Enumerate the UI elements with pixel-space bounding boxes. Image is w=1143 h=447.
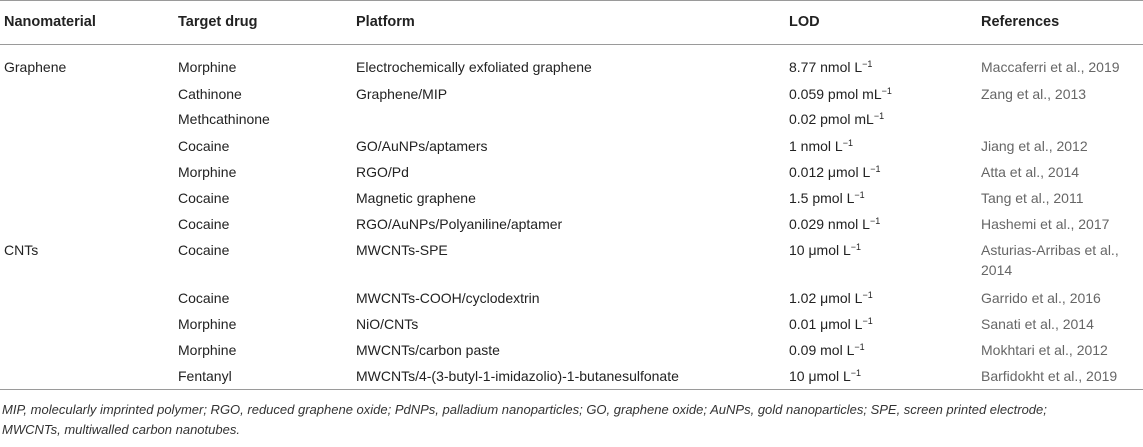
cell-reference	[981, 136, 1088, 156]
cell-platform: MWCNTs-SPE	[356, 242, 448, 258]
reference-line-1: Barfidokht et al., 2019	[981, 368, 1118, 384]
reference-line-1: Hashemi et al., 2017	[981, 216, 1110, 232]
table-bottom-rule	[0, 389, 1143, 390]
reference-line-1: Garrido et al., 2016	[981, 290, 1101, 306]
reference-line-1: Asturias-Arribas et al.,	[981, 242, 1119, 258]
cell-lod	[789, 366, 861, 386]
cell-platform: MWCNTs/4-(3-butyl-1-imidazolio)-1-butanesulfonate	[356, 368, 679, 384]
table-top-rule	[0, 0, 1143, 1]
lod-value: 10 μmol L	[789, 368, 851, 384]
cell-lod	[789, 340, 865, 360]
cell-target-drug: Cathinone	[178, 86, 242, 102]
lod-exponent: −1	[862, 290, 873, 300]
cell-reference	[981, 84, 1086, 104]
cell-target-drug: Methcathinone	[178, 111, 270, 127]
cell-platform: MWCNTs/carbon paste	[356, 342, 500, 358]
cell-lod	[789, 240, 861, 260]
cell-lod	[789, 314, 873, 334]
header-nanomaterial: Nanomaterial	[4, 14, 96, 30]
cell-target-drug: Fentanyl	[178, 368, 232, 384]
table-footnote	[2, 400, 1142, 440]
footnote-line-2: MWCNTs, multiwalled carbon nanotubes.	[2, 422, 240, 437]
lod-exponent: −1	[881, 86, 892, 96]
cell-nanomaterial: Graphene	[4, 59, 67, 75]
lod-value: 1.5 pmol L	[789, 190, 855, 206]
cell-reference	[981, 366, 1117, 386]
cell-lod	[789, 136, 853, 156]
lod-exponent: −1	[862, 316, 873, 326]
cell-target-drug: Cocaine	[178, 216, 230, 232]
cell-lod	[789, 162, 881, 182]
lod-exponent: −1	[869, 216, 881, 226]
cell-reference	[981, 162, 1079, 182]
cell-reference	[981, 214, 1109, 234]
cell-platform: Graphene/MIP	[356, 86, 448, 102]
cell-lod	[789, 84, 892, 104]
cell-target-drug: Cocaine	[178, 290, 230, 306]
lod-exponent: −1	[862, 59, 873, 69]
header-lod: LOD	[789, 14, 820, 30]
lod-value: 0.012 μmol L	[789, 164, 871, 180]
lod-exponent: −1	[842, 138, 853, 148]
reference-line-1: Sanati et al., 2014	[981, 316, 1094, 332]
cell-reference	[981, 288, 1101, 308]
cell-lod	[789, 57, 872, 77]
lod-exponent: −1	[850, 368, 862, 378]
cell-reference	[981, 188, 1083, 208]
cell-platform: Magnetic graphene	[356, 190, 476, 206]
reference-line-1: Tang et al., 2011	[981, 190, 1084, 206]
reference-line-1: Zang et al., 2013	[981, 86, 1087, 102]
reference-line-1: Jiang et al., 2012	[981, 138, 1088, 154]
cell-platform: RGO/Pd	[356, 164, 409, 180]
lod-exponent: −1	[850, 242, 862, 252]
cell-reference	[981, 340, 1108, 360]
reference-line-2: 2014	[981, 262, 1013, 278]
reference-line-1: Atta et al., 2014	[981, 164, 1080, 180]
reference-line-1: Mokhtari et al., 2012	[981, 342, 1108, 358]
lod-exponent: −1	[870, 164, 881, 174]
cell-platform: GO/AuNPs/aptamers	[356, 138, 488, 154]
lod-value: 1 nmol L	[789, 138, 843, 154]
cell-platform: RGO/AuNPs/Polyaniline/aptamer	[356, 216, 563, 232]
cell-reference	[981, 240, 1119, 280]
cell-platform: Electrochemically exfoliated graphene	[356, 59, 592, 75]
lod-exponent: −1	[854, 342, 865, 352]
footnote-line-1: MIP, molecularly imprinted polymer; RGO, reduced graphene oxide; PdNPs, palladium nanoparticles; GO, graphene oxide; AuNPs, gold nanoparticles; SPE, screen printed electrode;	[2, 402, 1047, 417]
lod-value: 10 μmol L	[789, 242, 851, 258]
lod-value: 0.059 pmol mL	[789, 86, 882, 102]
cell-lod	[789, 109, 884, 129]
header-rule	[0, 44, 1143, 45]
cell-target-drug: Morphine	[178, 316, 237, 332]
cell-target-drug: Morphine	[178, 164, 237, 180]
lod-value: 8.77 nmol L	[789, 59, 863, 75]
cell-target-drug: Morphine	[178, 342, 237, 358]
lod-exponent: −1	[873, 111, 885, 121]
cell-lod	[789, 214, 880, 234]
cell-reference	[981, 57, 1120, 77]
lod-value: 0.01 μmol L	[789, 316, 863, 332]
cell-nanomaterial: CNTs	[4, 242, 39, 258]
header-references: References	[981, 14, 1060, 30]
cell-platform: MWCNTs-COOH/cyclodextrin	[356, 290, 540, 306]
cell-reference	[981, 314, 1094, 334]
cell-lod	[789, 188, 865, 208]
header-target-drug: Target drug	[178, 14, 258, 30]
header-platform: Platform	[356, 14, 415, 30]
cell-target-drug: Cocaine	[178, 138, 230, 154]
cell-lod	[789, 288, 873, 308]
cell-target-drug: Cocaine	[178, 190, 230, 206]
lod-value: 0.09 mol L	[789, 342, 855, 358]
cell-platform: NiO/CNTs	[356, 316, 419, 332]
lod-exponent: −1	[854, 190, 865, 200]
reference-line-1: Maccaferri et al., 2019	[981, 59, 1120, 75]
lod-value: 1.02 μmol L	[789, 290, 863, 306]
lod-value: 0.029 nmol L	[789, 216, 870, 232]
cell-target-drug: Morphine	[178, 59, 237, 75]
lod-value: 0.02 pmol mL	[789, 111, 874, 127]
cell-target-drug: Cocaine	[178, 242, 230, 258]
